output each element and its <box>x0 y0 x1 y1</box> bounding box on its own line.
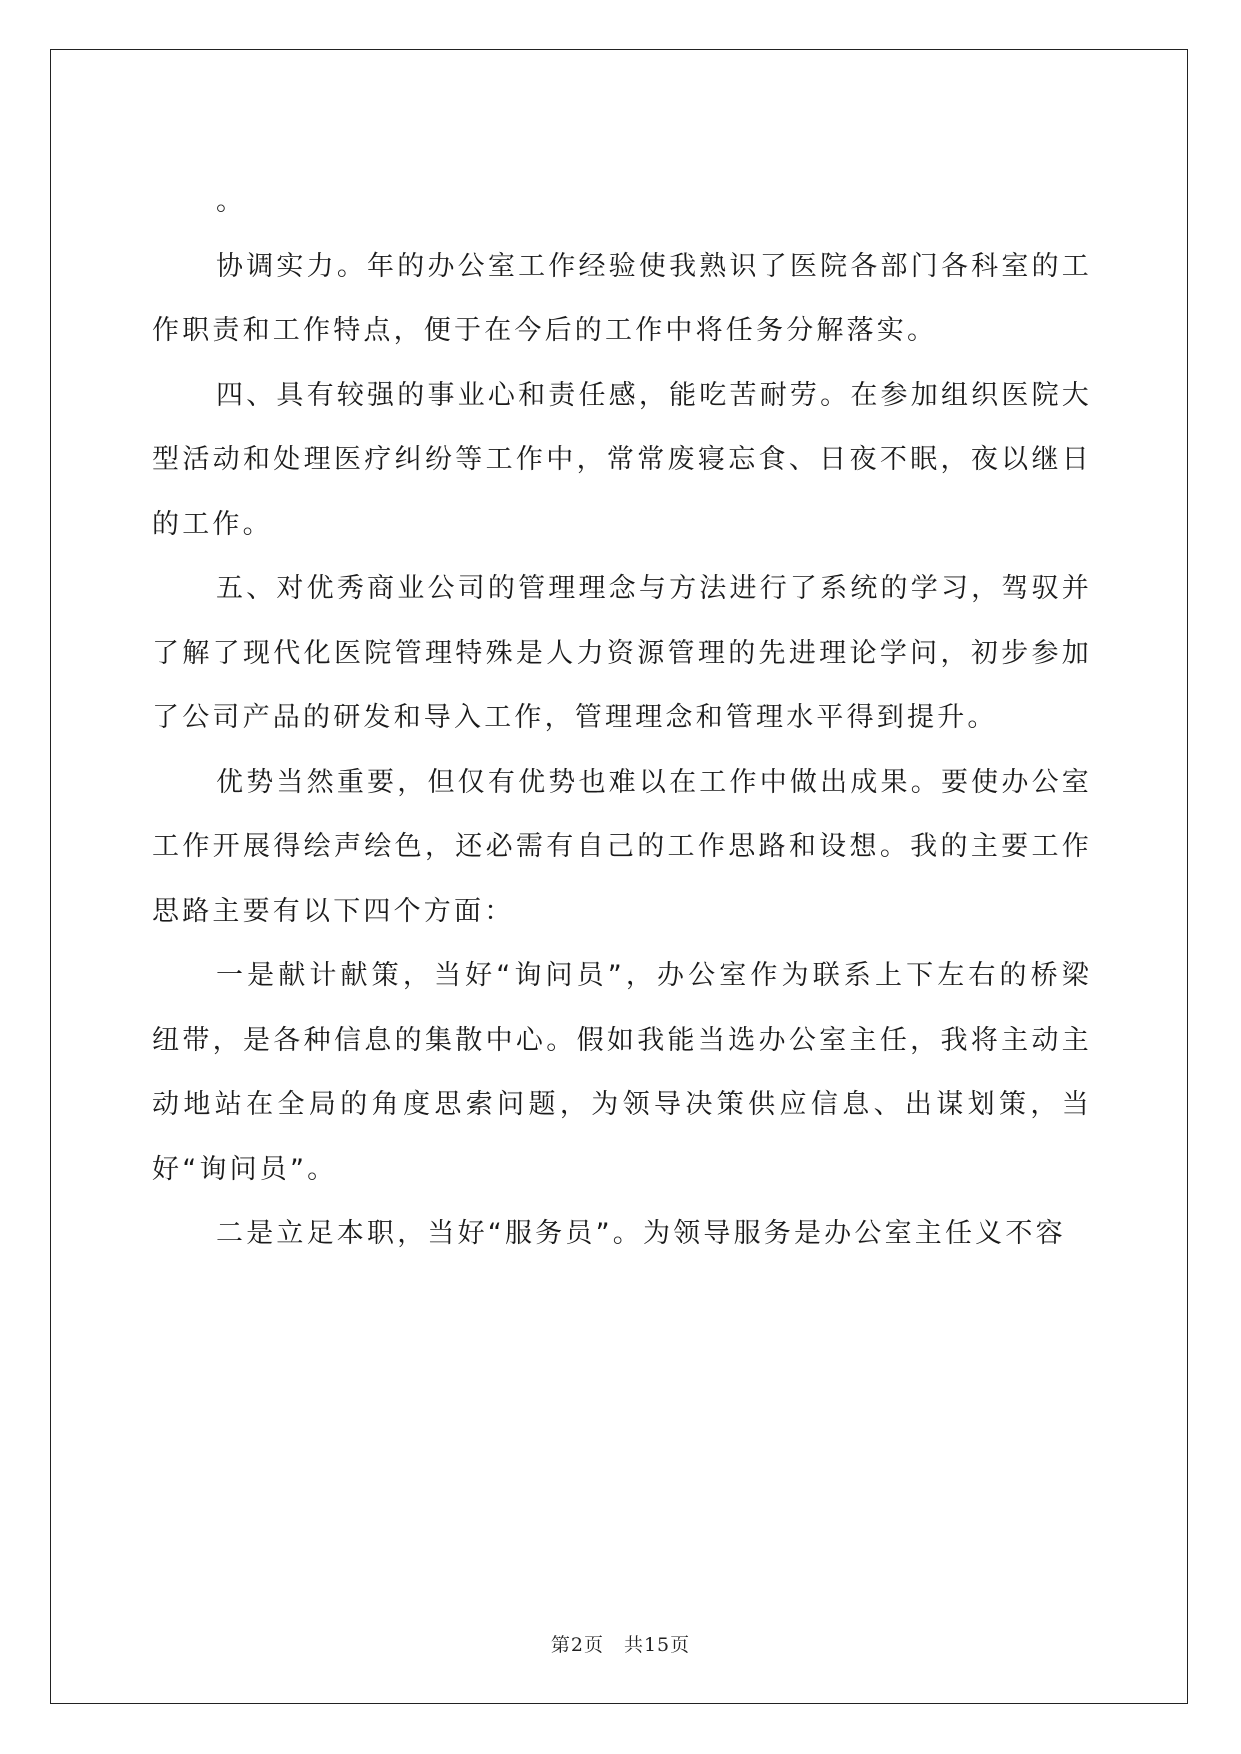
paragraph-5: 优势当然重要，但仅有优势也难以在工作中做出成果。要使办公室工作开展得绘声绘色，还必需有自己的工作思路和设想。我的主要工作思路主要有以下四个方面： <box>152 766 1092 927</box>
paragraph-7: 二是立足本职，当好“服务员”。为领导服务是办公室主任义不容 <box>216 1218 1066 1249</box>
document-body <box>152 170 1092 1267</box>
paragraph-6: 一是献计献策，当好“询问员”，办公室作为联系上下左右的桥梁纽带，是各种信息的集散中心。假如我能当选办公室主任，我将主动主动地站在全局的角度思索问题，为领导决策供应信息、出谋划策，当好“询问员”。 <box>152 960 1092 1185</box>
paragraph-3: 四、具有较强的事业心和责任感，能吃苦耐劳。在参加组织医院大型活动和处理医疗纠纷等工作中，常常废寝忘食、日夜不眠，夜以继日的工作。 <box>152 379 1092 540</box>
paragraph-4: 五、对优秀商业公司的管理理念与方法进行了系统的学习，驾驭并了解了现代化医院管理特殊是人力资源管理的先进理论学问，初步参加了公司产品的研发和导入工作，管理理念和管理水平得到提升。 <box>152 573 1092 733</box>
paragraph-1: 。 <box>216 186 247 217</box>
page-footer: 第2页 共15页 <box>550 1634 691 1656</box>
paragraph-2: 协调实力。年的办公室工作经验使我熟识了医院各部门各科室的工作职责和工作特点，便于在今后的工作中将任务分解落实。 <box>152 250 1092 346</box>
